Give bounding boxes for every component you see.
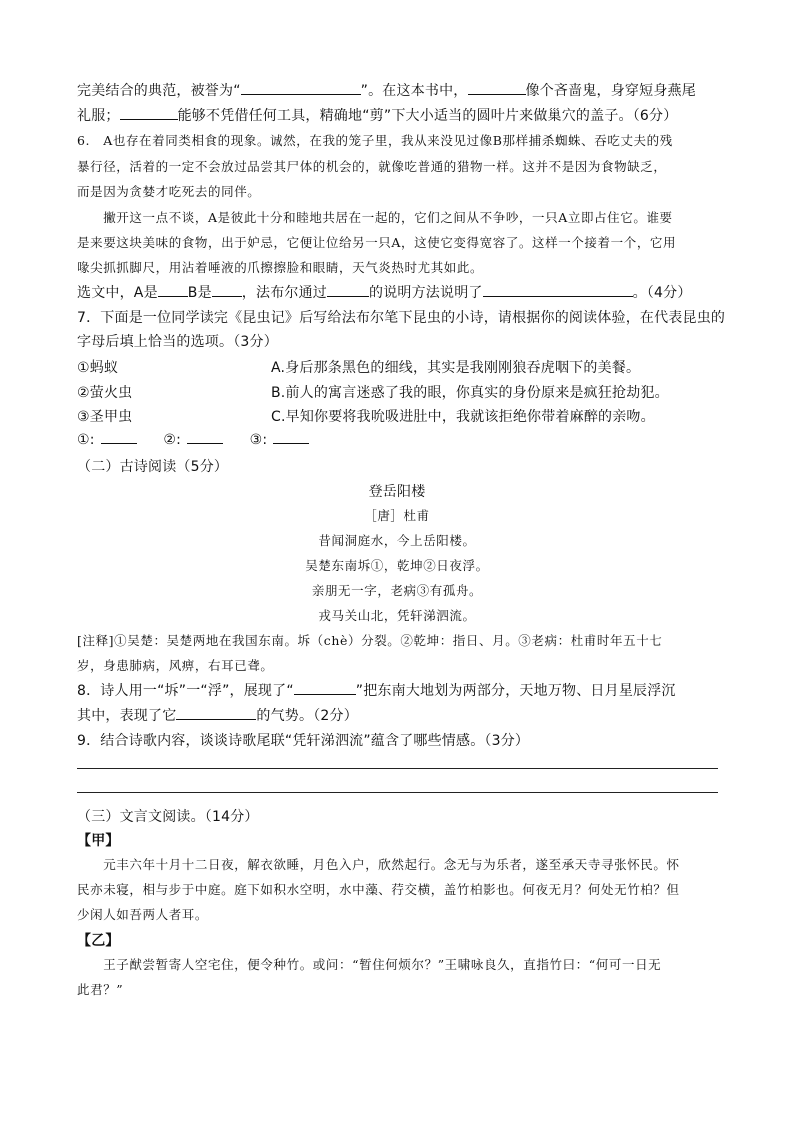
- q5-blank-2[interactable]: [468, 82, 526, 95]
- q8-blank-2[interactable]: [176, 707, 256, 720]
- insect-label: ③圣甲虫: [77, 409, 133, 425]
- q7-answer-blank-2[interactable]: [187, 431, 223, 444]
- q8-blank-1[interactable]: [294, 682, 356, 695]
- section-heading: （三）文言文阅读。（14分）: [77, 809, 259, 825]
- passage-jia-line: 元丰六年十月十二日夜，解衣欲睡，月色入户，欣然起行。念无与为乐者，遂至承天寺寻张怀民。怀: [77, 857, 680, 872]
- insect-label: ①蚂蚁: [77, 360, 119, 376]
- q6-passage-line: 而是因为贪婪才吃死去的同伴。: [77, 184, 261, 199]
- passage-yi-line: 王子猷尝暂寄人空宅住，便令种竹。或问：“暂住何烦尔？”王啸咏良久，直指竹曰：“何可一日无: [77, 957, 662, 972]
- poem-title: 登岳阳楼: [368, 484, 426, 500]
- passage-label-jia: 【甲】: [77, 833, 120, 849]
- passage-yi-line: 此君？”: [77, 982, 124, 997]
- passage-jia-line: 民亦未寝，相与步于中庭。庭下如积水空明，水中藻、荇交横，盖竹柏影也。何夜无月？何处无竹柏？但: [77, 882, 680, 897]
- q7-answer-blank-3[interactable]: [273, 431, 309, 444]
- q7-option: B.前人的寓言迷惑了我的眼，你真实的身份原来是疯狂抢劫犯。: [271, 385, 669, 401]
- poem-line: 昔闻洞庭水，今上岳阳楼。: [318, 533, 476, 548]
- q5-line-2: 礼服； 能够不凭借任何工具，精确地“剪”下大小适当的圆叶片来做巢穴的盖子。（6分）: [77, 108, 678, 124]
- q5-blank-1[interactable]: [241, 82, 361, 95]
- q7-row: [77, 406, 132, 426]
- q6-passage-line: 暴行径，活着的一定不会放过品尝其尸体的机会的，就像吃普通的猎物一样。这并不是因为食物缺乏，: [77, 159, 667, 174]
- q6-blank-explain[interactable]: [483, 284, 633, 297]
- q5-blank-3[interactable]: [120, 107, 178, 120]
- q6-passage-line: 喙尖抓抓脚尺，用沾着唾液的爪擦擦脸和眼睛，天气炎热时尤其如此。: [77, 260, 484, 275]
- poem-note: 岁，身患肺病，风痹，右耳已聋。: [77, 658, 274, 673]
- poem-line: 戎马关山北，凭轩涕泗流。: [318, 608, 476, 623]
- q6-blank-method[interactable]: [327, 284, 369, 297]
- q6-blank-b[interactable]: [212, 284, 242, 297]
- answer-line[interactable]: [77, 792, 718, 793]
- poem-line: 吴楚东南坼①，乾坤②日夜浮。: [305, 558, 489, 573]
- q8-line-2: 其中，表现了它 的气势。（2分）: [77, 708, 358, 724]
- q8-line-1: 8．诗人用一“坼”一“浮”，展现了“ ”把东南大地划为两部分，天地万物、日月星辰浮沉: [77, 683, 676, 699]
- q6-blank-a[interactable]: [158, 284, 188, 297]
- q7-stem: 7．下面是一位同学读完《昆虫记》后写给法布尔笔下昆虫的小诗，请根据你的阅读体验，在代表昆虫的: [77, 310, 726, 326]
- q7-option: A.身后那条黑色的细线，其实是我刚刚狼吞虎咽下的美餐。: [271, 360, 641, 376]
- poem-author: ［唐］杜甫: [364, 508, 430, 523]
- q7-answer-blank-1[interactable]: [101, 431, 137, 444]
- q6-passage-line: 是来要这块美味的食物，出于妒忌，它便让位给另一只A，这使它变得宽容了。这样一个接着一个，它用: [77, 235, 677, 250]
- section-heading: （二）古诗阅读（5分）: [77, 459, 229, 475]
- q7-answers: ①: ②: ③:: [77, 431, 309, 448]
- q7-option: C.早知你要将我吮吸进肚中，我就该拒绝你带着麻醉的亲吻。: [271, 409, 655, 425]
- q7-stem: 字母后填上恰当的选项。（3分）: [77, 334, 278, 350]
- poem-line: 亲朋无一字，老病③有孤舟。: [311, 583, 483, 598]
- q6-question: 选文中，A是 B是 ，法布尔通过 的说明方法说明了 。（4分）: [77, 285, 692, 301]
- q9-question: 9．结合诗歌内容，谈谈诗歌尾联“凭轩涕泗流”蕴含了哪些情感。（3分）: [77, 733, 530, 749]
- q7-row: [77, 357, 118, 377]
- insect-label: ②萤火虫: [77, 385, 133, 401]
- q5-line-1: 完美结合的典范，被誉为“ ”。在这本书中， 像个吝啬鬼，身穿短身燕尾: [77, 83, 696, 99]
- poem-note: [注释]①吴楚：吴楚两地在我国东南。坼（chè）分裂。②乾坤：指日、月。③老病：杜甫时年五十七: [77, 633, 663, 648]
- q6-passage-line: 撇开这一点不谈，A是彼此十分和睦地共居在一起的，它们之间从不争吵，一只A立即占住它。谁要: [77, 210, 673, 225]
- q6-passage-line: 6. A也存在着同类相食的现象。诚然，在我的笼子里，我从来没见过像B那样捕杀蜘蛛、吞吃丈夫的残: [77, 133, 673, 148]
- q7-row: [77, 382, 132, 402]
- passage-label-yi: 【乙】: [77, 933, 120, 949]
- answer-line[interactable]: [77, 768, 718, 769]
- passage-jia-line: 少闲人如吾两人者耳。: [77, 907, 209, 922]
